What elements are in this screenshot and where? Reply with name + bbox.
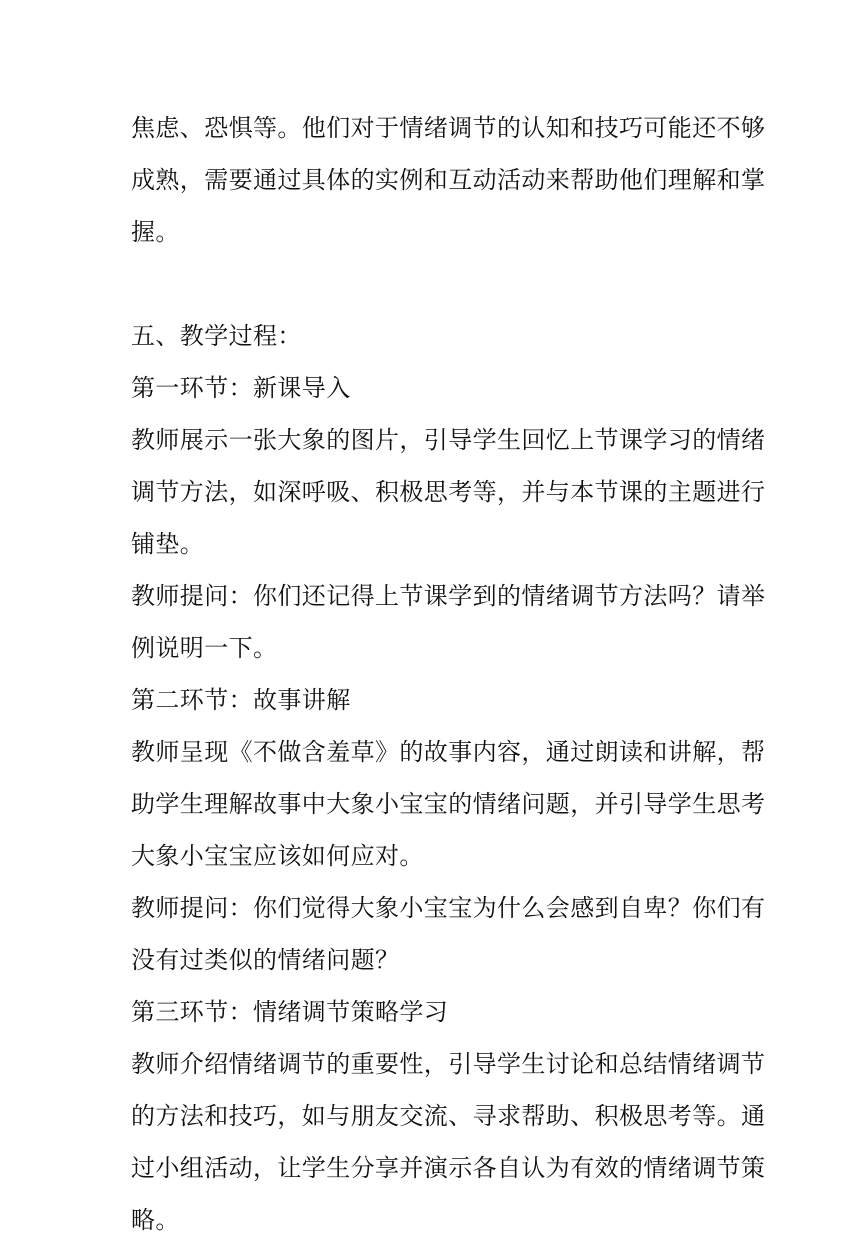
text-line: 成熟，需要通过具体的实例和互动活动来帮助他们理解和掌 (131, 166, 766, 194)
text-line: 过小组活动，让学生分享并演示各自认为有效的情绪调节策 (131, 1154, 766, 1182)
text-line: 握。 (131, 218, 180, 246)
text-line: 教师展示一张大象的图片，引导学生回忆上节课学习的情绪 (131, 426, 766, 454)
text-line: 的方法和技巧，如与朋友交流、寻求帮助、积极思考等。通 (131, 1102, 766, 1130)
step-heading: 第二环节：故事讲解 (131, 686, 351, 714)
text-line: 例说明一下。 (131, 634, 278, 662)
text-line: 铺垫。 (131, 530, 205, 558)
section-heading: 五、教学过程： (131, 322, 302, 350)
step-heading: 第一环节：新课导入 (131, 374, 351, 402)
paragraph-spacer (131, 264, 731, 316)
text-line: 没有过类似的情绪问题？ (131, 946, 400, 974)
text-line: 教师提问：你们还记得上节课学到的情绪调节方法吗？请举 (131, 582, 766, 610)
text-line: 略。 (131, 1206, 180, 1234)
text-line: 教师呈现《不做含羞草》的故事内容，通过朗读和讲解，帮 (131, 738, 766, 766)
text-line: 调节方法，如深呼吸、积极思考等，并与本节课的主题进行 (131, 478, 766, 506)
step-heading: 第三环节：情绪调节策略学习 (131, 998, 449, 1026)
text-line: 助学生理解故事中大象小宝宝的情绪问题，并引导学生思考 (131, 790, 766, 818)
text-line: 焦虑、恐惧等。他们对于情绪调节的认知和技巧可能还不够 (131, 114, 766, 142)
text-line: 教师提问：你们觉得大象小宝宝为什么会感到自卑？你们有 (131, 894, 766, 922)
text-line: 教师介绍情绪调节的重要性，引导学生讨论和总结情绪调节 (131, 1050, 766, 1078)
document-page (131, 108, 766, 1252)
intro-paragraph (131, 108, 766, 252)
teaching-process-body (131, 368, 766, 1240)
text-line: 大象小宝宝应该如何应对。 (131, 842, 424, 870)
